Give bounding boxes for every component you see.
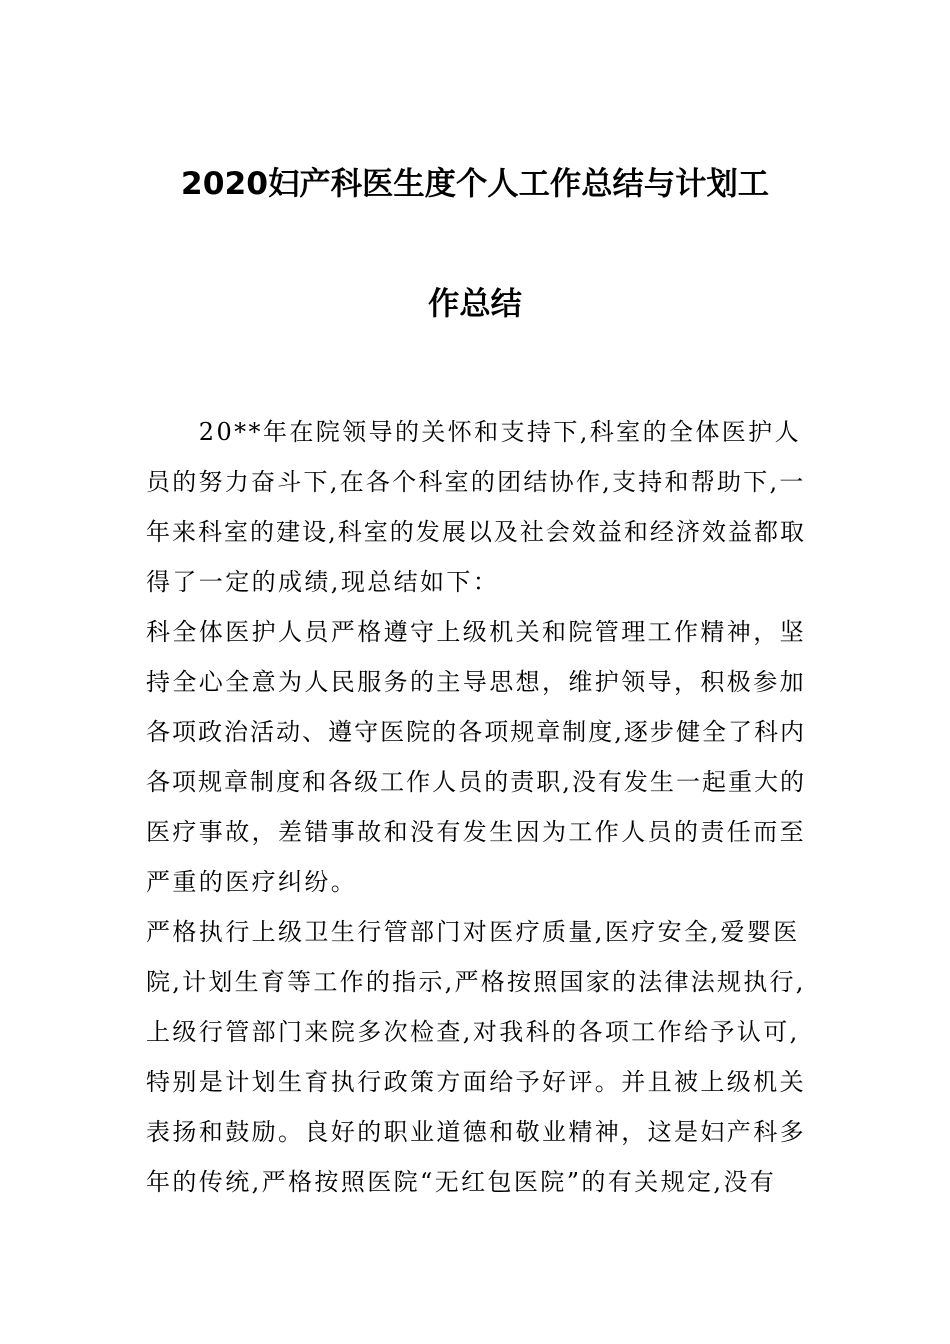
body-line: 院,计划生育等工作的指示,严格按照国家的法律法规执行,: [146, 968, 806, 996]
body-line: 上级行管部门来院多次检查,对我科的各项工作给予认可,: [146, 1018, 800, 1046]
document-title-line-1: 2020妇产科医生度个人工作总结与计划工: [180, 166, 770, 202]
body-line: 特别是计划生育执行政策方面给予好评。并且被上级机关: [146, 1068, 806, 1096]
body-line: 科全体医护人员严格遵守上级机关和院管理工作精神，坚: [146, 618, 806, 646]
body-line: 持全心全意为人民服务的主导思想，维护领导，积极参加: [146, 668, 806, 696]
body-line: 医疗事故，差错事故和没有发生因为工作人员的责任而至: [146, 818, 806, 846]
document-title-line-2: 作总结: [428, 286, 522, 322]
body-line: 表扬和鼓励。良好的职业道德和敬业精神，这是妇产科多: [146, 1118, 806, 1146]
body-line: 严重的医疗纠纷。: [146, 868, 358, 896]
body-line: 年的传统,严格按照医院“无红包医院”的有关规定,没有: [146, 1168, 777, 1196]
body-line: 严格执行上级卫生行管部门对医疗质量,医疗安全,爱婴医: [146, 918, 800, 946]
body-line: 年来科室的建设,科室的发展以及社会效益和经济效益都取: [146, 518, 807, 546]
body-line: 20**年在院领导的关怀和支持下,科室的全体医护人: [146, 418, 801, 446]
body-line: 各项政治活动、遵守医院的各项规章制度,逐步健全了科内: [146, 718, 807, 746]
body-line: 各项规章制度和各级工作人员的责职,没有发生一起重大的: [146, 768, 807, 796]
body-line: 员的努力奋斗下,在各个科室的团结协作,支持和帮助下,一: [146, 468, 806, 496]
body-line: 得了一定的成绩,现总结如下：: [146, 568, 500, 596]
